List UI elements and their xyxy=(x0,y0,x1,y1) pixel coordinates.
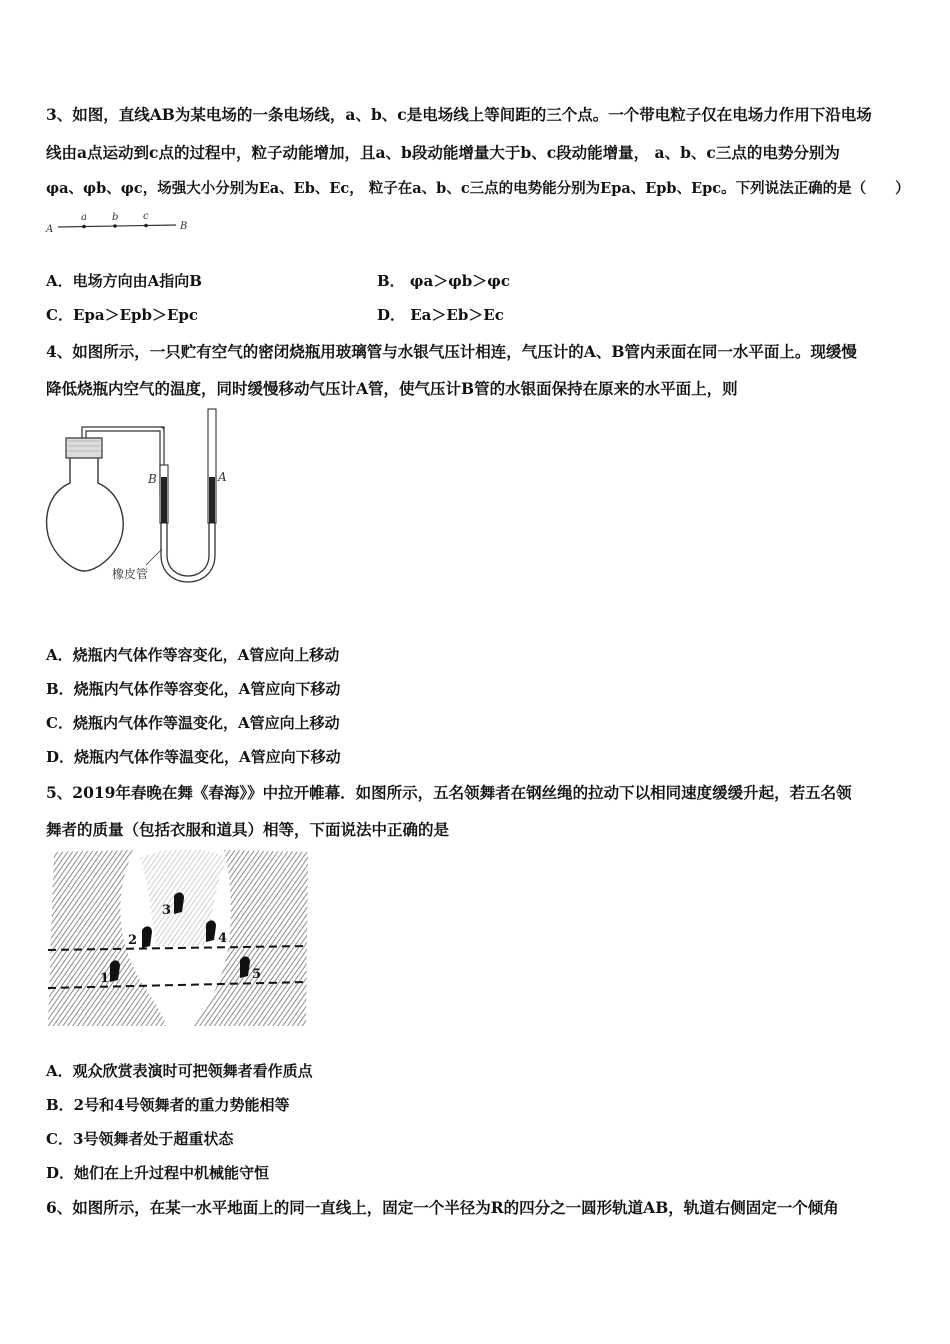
label-rubber-tube: 橡皮管 xyxy=(112,567,149,581)
label-1-4: 4 xyxy=(218,931,228,946)
q5-text-line2: 舞者的质量（包括衣服和道具）相等，下面说法中正确的是 xyxy=(46,820,450,839)
q3-text-line1: 3、如图，直线AB为某电场的一条电场线，a、b、c是电场线上等间距的三个点。一个带电粒子仅在电场力作用下沿电场 xyxy=(46,105,872,124)
point-a xyxy=(82,225,86,229)
q4-option-a[interactable]: A．烧瓶内气体作等容变化，A管应向上移动 xyxy=(46,646,340,664)
q3-option-b[interactable]: B． φa＞φb＞φc xyxy=(377,272,510,290)
rubber-hose xyxy=(161,523,215,582)
label-a: a xyxy=(81,212,87,223)
q5-option-c[interactable]: C．3号领舞者处于超重状态 xyxy=(46,1130,234,1148)
q4-text-line1: 4、如图所示，一只贮有空气的密闭烧瓶用玻璃管与水银气压计相连，气压计的A、B管内汞面在同一水平面上。现缓慢 xyxy=(46,342,857,361)
q5-option-a[interactable]: A．观众欣赏表演时可把领舞者看作质点 xyxy=(46,1062,313,1080)
point-c xyxy=(144,224,148,228)
point-b xyxy=(113,224,117,228)
flask xyxy=(47,458,124,571)
q3-field-line-figure xyxy=(44,210,194,236)
q5-text-line1: 5、2019年春晚在舞《春海》》中拉开帷幕．如图所示，五名领舞者在钢丝绳的拉动下以相同速度缓缓升起，若五名领 xyxy=(46,783,852,802)
q6-text-line1: 6、如图所示，在某一水平地面上的同一直线上，固定一个半径为R的四分之一圆形轨道AB，轨道右侧固定一个倾角 xyxy=(46,1198,839,1217)
mercury-B xyxy=(161,477,167,523)
q4-option-c[interactable]: C．烧瓶内气体作等温变化，A管应向上移动 xyxy=(46,714,340,732)
q3-text-line2: 线由a点运动到c点的过程中，粒子动能增加，且a、b段动能增量大于b、c段动能增量， a、b、c三点的电势分别为 xyxy=(46,143,840,162)
label-1-2: 2 xyxy=(128,933,138,948)
q4-text-line2: 降低烧瓶内空气的温度，同时缓慢移动气压计A管，使气压计B管的水银面保持在原来的水平面上，则 xyxy=(46,379,738,398)
q5-option-d[interactable]: D．她们在上升过程中机械能守恒 xyxy=(46,1164,270,1182)
label-A: A xyxy=(46,224,54,235)
label-c: c xyxy=(143,211,149,222)
q3-option-a[interactable]: A．电场方向由A指向B xyxy=(46,272,202,290)
q3-text-line3: φa、φb、φc，场强大小分别为Ea、Eb、Ec， 粒子在a、b、c三点的电势能分别为Epa、Epb、Epc。下列说法正确的是（ ） xyxy=(46,180,910,197)
label-b: b xyxy=(112,212,119,223)
q4-flask-manometer-figure xyxy=(44,405,244,597)
label-1-3: 3 xyxy=(162,903,172,918)
q3-option-c[interactable]: C．Epa＞Epb＞Epc xyxy=(46,306,199,324)
q5-dancers-photo xyxy=(44,850,310,1026)
label-B: B xyxy=(148,472,157,486)
field-line xyxy=(58,225,176,227)
q4-option-d[interactable]: D．烧瓶内气体作等温变化，A管应向下移动 xyxy=(46,748,341,766)
label-1-5: 5 xyxy=(252,967,262,982)
label-B: B xyxy=(180,221,188,232)
label-A: A xyxy=(218,470,227,484)
label-1-1: 1 xyxy=(100,971,110,986)
q4-option-b[interactable]: B．烧瓶内气体作等容变化，A管应向下移动 xyxy=(46,680,341,698)
q3-option-d[interactable]: D． Ea＞Eb＞Ec xyxy=(377,306,504,324)
mercury-A xyxy=(209,477,215,523)
q5-option-b[interactable]: B．2号和4号领舞者的重力势能相等 xyxy=(46,1096,290,1114)
